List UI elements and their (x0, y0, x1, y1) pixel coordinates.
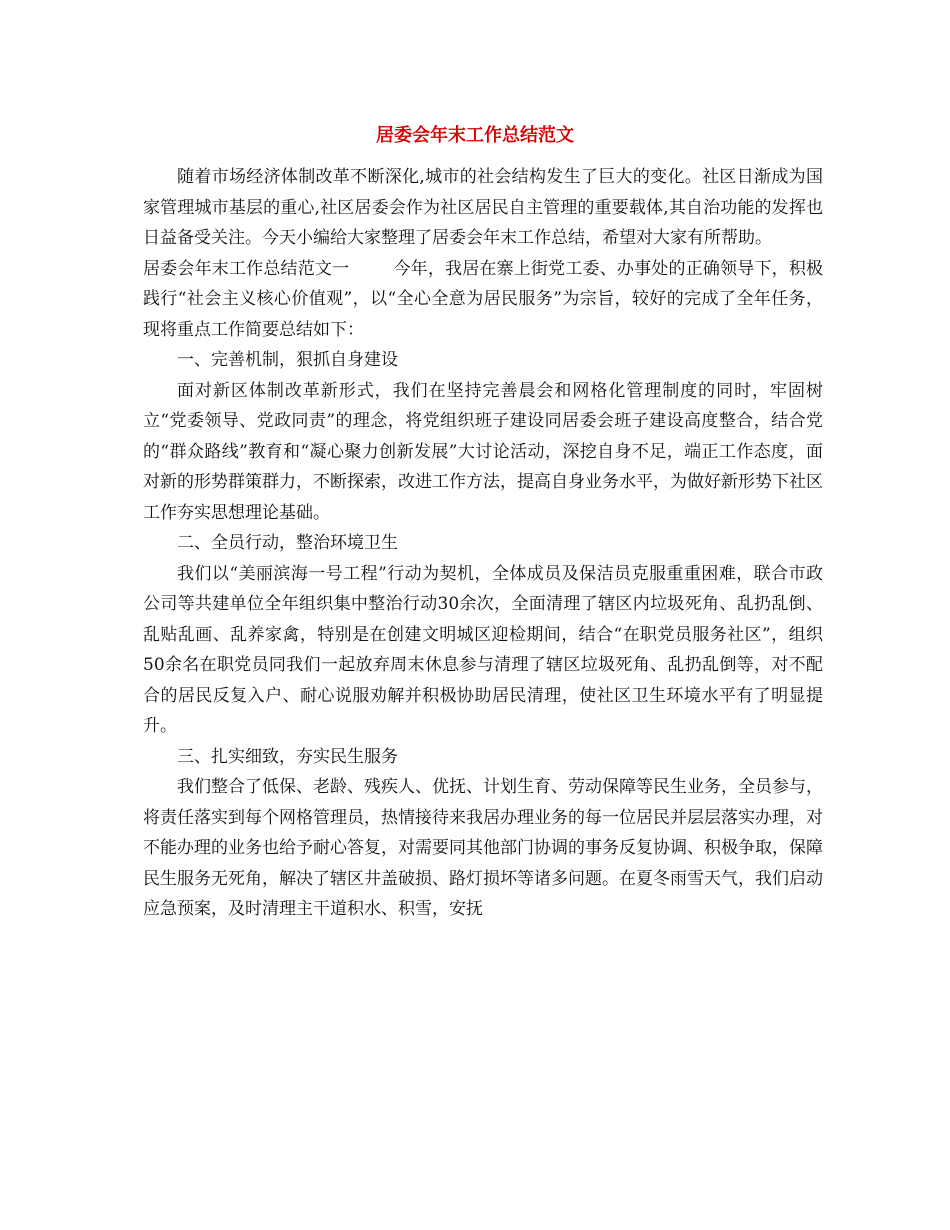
section-heading-1: 一、完善机制，狠抓自身建设 (177, 350, 398, 370)
section-heading-3: 三、扎实细致，夯实民生服务 (177, 746, 398, 767)
sample-one-text: 今年，我居在寨上街党工委、办事处的正确领导下，积极践行“社会主义核心价值观”，以“全心全意为居民服务”为宗旨，较好的完成了全年任务，现将重点工作简要总结如下： (143, 258, 824, 340)
section-paragraph-1: 面对新区体制改革新形式，我们在坚持完善晨会和网格化管理制度的同时，牢固树立“党委领导、党政同责”的理念，将党组织班子建设同居委会班子建设高度整合，结合党的“群众路线”教育和“凝心聚力创新发展”大讨论活动，深挖自身不足，端正工作态度，面对新的形势群策群力，不断探索，改进工作方法，提高自身业务水平，为做好新形势下社区工作夯实思想理论基础。 (143, 380, 823, 523)
intro-paragraph: 随着市场经济体制改革不断深化,城市的社会结构发生了巨大的变化。社区日渐成为国家管理城市基层的重心,社区居委会作为社区居民自主管理的重要载体,其自治功能的发挥也日益备受关注。今天小编给大家整理了居委会年末工作总结，希望对大家有所帮助。 (143, 167, 823, 248)
document-title: 居委会年末工作总结范文 (376, 125, 574, 146)
section-paragraph-2: 我们以“美丽滨海一号工程”行动为契机，全体成员及保洁员克服重重困难，联合市政公司等共建单位全年组织集中整治行动30余次，全面清理了辖区内垃圾死角、乱扔乱倒、乱贴乱画、乱养家禽，特别是在创建文明城区迎检期间，结合“在职党员服务社区”，组织50余名在职党员同我们一起放弃周末休息参与清理了辖区垃圾死角、乱扔乱倒等，对不配合的居民反复入户、耐心说服劝解并积极协助居民清理，使社区卫生环境水平有了明显提升。 (143, 563, 823, 736)
section-paragraph-3: 我们整合了低保、老龄、残疾人、优抚、计划生育、劳动保障等民生业务，全员参与，将责任落实到每个网格管理员，热情接待来我居办理业务的每一位居民并层层落实办理，对不能办理的业务也给予耐心答复，对需要同其他部门协调的事务反复协调、积极争取，保障民生服务无死角，解决了辖区井盖破损、路灯损坏等诸多问题。在夏冬雨雪天气，我们启动应急预案，及时清理主干道积水、积雪，安抚 (143, 777, 823, 919)
document-body (143, 162, 823, 925)
sample-one-paragraph (143, 254, 823, 346)
section-heading-2: 二、全员行动，整治环境卫生 (177, 533, 398, 553)
sample-heading: 居委会年末工作总结范文一 (143, 258, 350, 279)
